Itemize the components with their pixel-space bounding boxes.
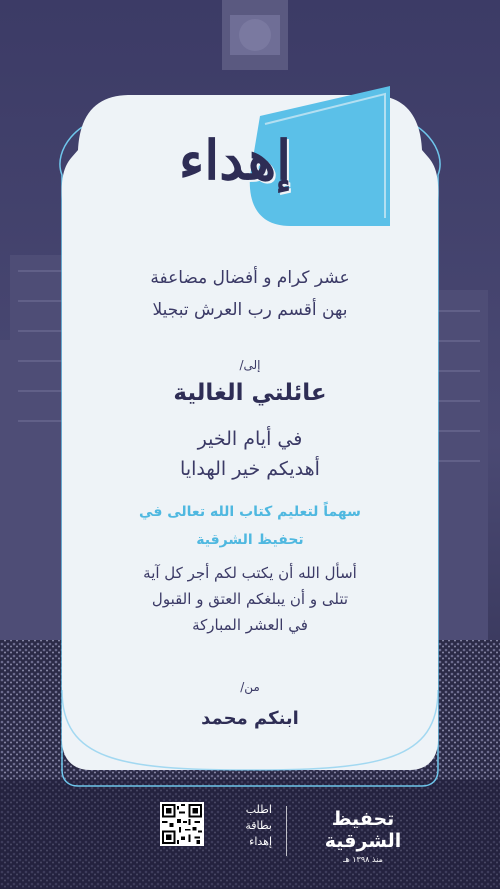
- prayer-line-1: أسأل الله أن يكتب لكم أجر كل آية: [143, 564, 357, 582]
- page-title: إهداء: [178, 128, 292, 192]
- intro-verse: [70, 262, 430, 326]
- to-label: إلى/: [239, 358, 261, 372]
- gift-line-2: أهديكم خير الهدايا: [180, 458, 320, 480]
- prayer-line-2: تتلى و أن يبلغكم العتق و القبول: [151, 590, 349, 608]
- donation-line-1: سهماً لتعليم كتاب الله تعالى في: [139, 504, 361, 520]
- brand-since: منذ ١٣٩٨ هـ: [343, 855, 383, 864]
- intro-line-2: بهن أقسم رب العرش تبجيلا: [152, 300, 348, 320]
- title-text: [90, 86, 410, 234]
- cta-line-3: إهداء: [249, 835, 272, 848]
- brand-name-line-1: تحفيظ: [331, 808, 395, 830]
- brand-name-line-2: الشرقية: [324, 830, 402, 852]
- prayer-line-3: في العشر المباركة: [192, 616, 308, 634]
- cta-line-1: اطلب: [245, 803, 272, 816]
- title-block: [90, 86, 410, 234]
- brand-logo: [318, 808, 408, 864]
- order-card-cta: [212, 802, 272, 850]
- donation-text: [70, 498, 430, 554]
- cta-line-2: بطاقة: [245, 819, 272, 832]
- prayer-text: [70, 560, 430, 638]
- footer-divider: [286, 806, 287, 856]
- sender-name: ابنكم محمد: [201, 708, 299, 729]
- from-label: من/: [240, 680, 260, 694]
- gift-verse: [70, 424, 430, 484]
- donation-line-2: تحفيظ الشرقية: [196, 532, 304, 548]
- intro-line-1: عشر كرام و أفضال مضاعفة: [150, 268, 350, 288]
- qr-code-icon[interactable]: [160, 802, 204, 846]
- recipient-name: عائلتي الغالية: [173, 380, 327, 406]
- gift-line-1: في أيام الخير: [197, 428, 303, 450]
